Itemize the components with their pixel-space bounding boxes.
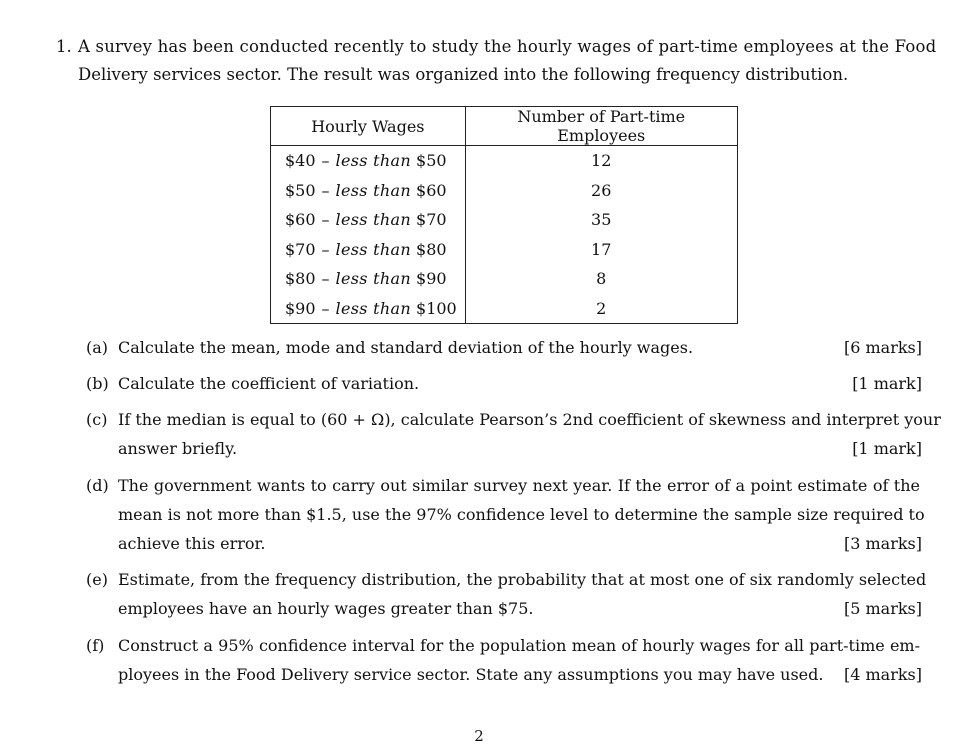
wage-class xyxy=(271,264,466,294)
part-text-continued: achieve this error. xyxy=(118,534,266,553)
wage-low: $70 xyxy=(285,239,316,259)
wage-class xyxy=(271,176,466,206)
part-label: (a) xyxy=(86,338,109,357)
wage-dash: – xyxy=(321,269,330,289)
wage-high: $60 xyxy=(416,180,447,200)
part-label: (f) xyxy=(86,636,105,655)
wage-dash: – xyxy=(321,239,330,259)
table-header-row xyxy=(271,107,738,146)
employee-count: 35 xyxy=(465,205,737,235)
part-text: Calculate the mean, mode and standard deviation of the hourly wages. xyxy=(118,338,694,357)
marks-label: [6 marks] xyxy=(843,338,922,357)
table-row xyxy=(271,294,738,324)
part-text: Construct a 95% confidence interval for the population mean of hourly wages for all part-time em- xyxy=(118,636,920,655)
header-employee-count: Number of Part-time Employees xyxy=(465,107,737,146)
wage-high: $70 xyxy=(416,210,447,230)
wage-high: $80 xyxy=(416,239,447,259)
part-label: (e) xyxy=(86,570,108,589)
wage-connector: less than xyxy=(335,180,411,200)
part-text: Estimate, from the frequency distribution, the probability that at most one of six randomly selected xyxy=(118,570,927,589)
header-hourly-wages: Hourly Wages xyxy=(271,107,466,146)
marks-label: [1 mark] xyxy=(852,374,922,393)
page-number: 2 xyxy=(474,727,484,745)
wage-high: $100 xyxy=(416,298,457,318)
employee-count: 2 xyxy=(465,294,737,324)
employee-count: 17 xyxy=(465,235,737,265)
wage-connector: less than xyxy=(335,298,411,318)
wage-dash: – xyxy=(321,298,330,318)
wage-low: $40 xyxy=(285,151,316,171)
wage-low: $80 xyxy=(285,269,316,289)
employee-count: 8 xyxy=(465,264,737,294)
intro-line-1: A survey has been conducted recently to study the hourly wages of part-time employees at the Food xyxy=(78,37,937,56)
table-row xyxy=(271,264,738,294)
table-row xyxy=(271,176,738,206)
part-label: (c) xyxy=(86,410,108,429)
wage-low: $60 xyxy=(285,210,316,230)
wage-class xyxy=(271,235,466,265)
part-text: The government wants to carry out similar survey next year. If the error of a point estimate of the xyxy=(118,476,920,495)
part-text-continued: answer briefly. xyxy=(118,439,238,458)
wage-connector: less than xyxy=(335,210,411,230)
part-text: If the median is equal to (60 + Ω), calculate Pearson’s 2nd coefficient of skewness and interpret your xyxy=(118,410,941,429)
part-text: Calculate the coefficient of variation. xyxy=(118,374,420,393)
frequency-table xyxy=(270,106,738,324)
employee-count: 12 xyxy=(465,146,737,176)
wage-class xyxy=(271,205,466,235)
part-text-continued: employees have an hourly wages greater than $75. xyxy=(118,599,534,618)
wage-connector: less than xyxy=(335,151,411,171)
part-text-continued: mean is not more than $1.5, use the 97% confidence level to determine the sample size required to xyxy=(118,505,925,524)
part-label: (d) xyxy=(86,476,109,495)
wage-low: $50 xyxy=(285,180,316,200)
wage-dash: – xyxy=(321,151,330,171)
marks-label: [1 mark] xyxy=(852,439,922,458)
marks-label: [3 marks] xyxy=(843,534,922,553)
marks-label: [4 marks] xyxy=(843,665,922,684)
table-row xyxy=(271,146,738,176)
table-row xyxy=(271,235,738,265)
wage-class xyxy=(271,294,466,324)
wage-low: $90 xyxy=(285,298,316,318)
wage-high: $50 xyxy=(416,151,447,171)
intro-line-2: Delivery services sector. The result was organized into the following frequency distribution. xyxy=(78,65,849,84)
wage-class xyxy=(271,146,466,176)
wage-dash: – xyxy=(321,210,330,230)
question-number: 1. xyxy=(56,37,72,56)
part-label: (b) xyxy=(86,374,109,393)
wage-dash: – xyxy=(321,180,330,200)
part-text-continued: ployees in the Food Delivery service sector. State any assumptions you may have used. xyxy=(118,665,824,684)
table-row xyxy=(271,205,738,235)
wage-connector: less than xyxy=(335,239,411,259)
wage-connector: less than xyxy=(335,269,411,289)
wage-high: $90 xyxy=(416,269,447,289)
employee-count: 26 xyxy=(465,176,737,206)
marks-label: [5 marks] xyxy=(843,599,922,618)
